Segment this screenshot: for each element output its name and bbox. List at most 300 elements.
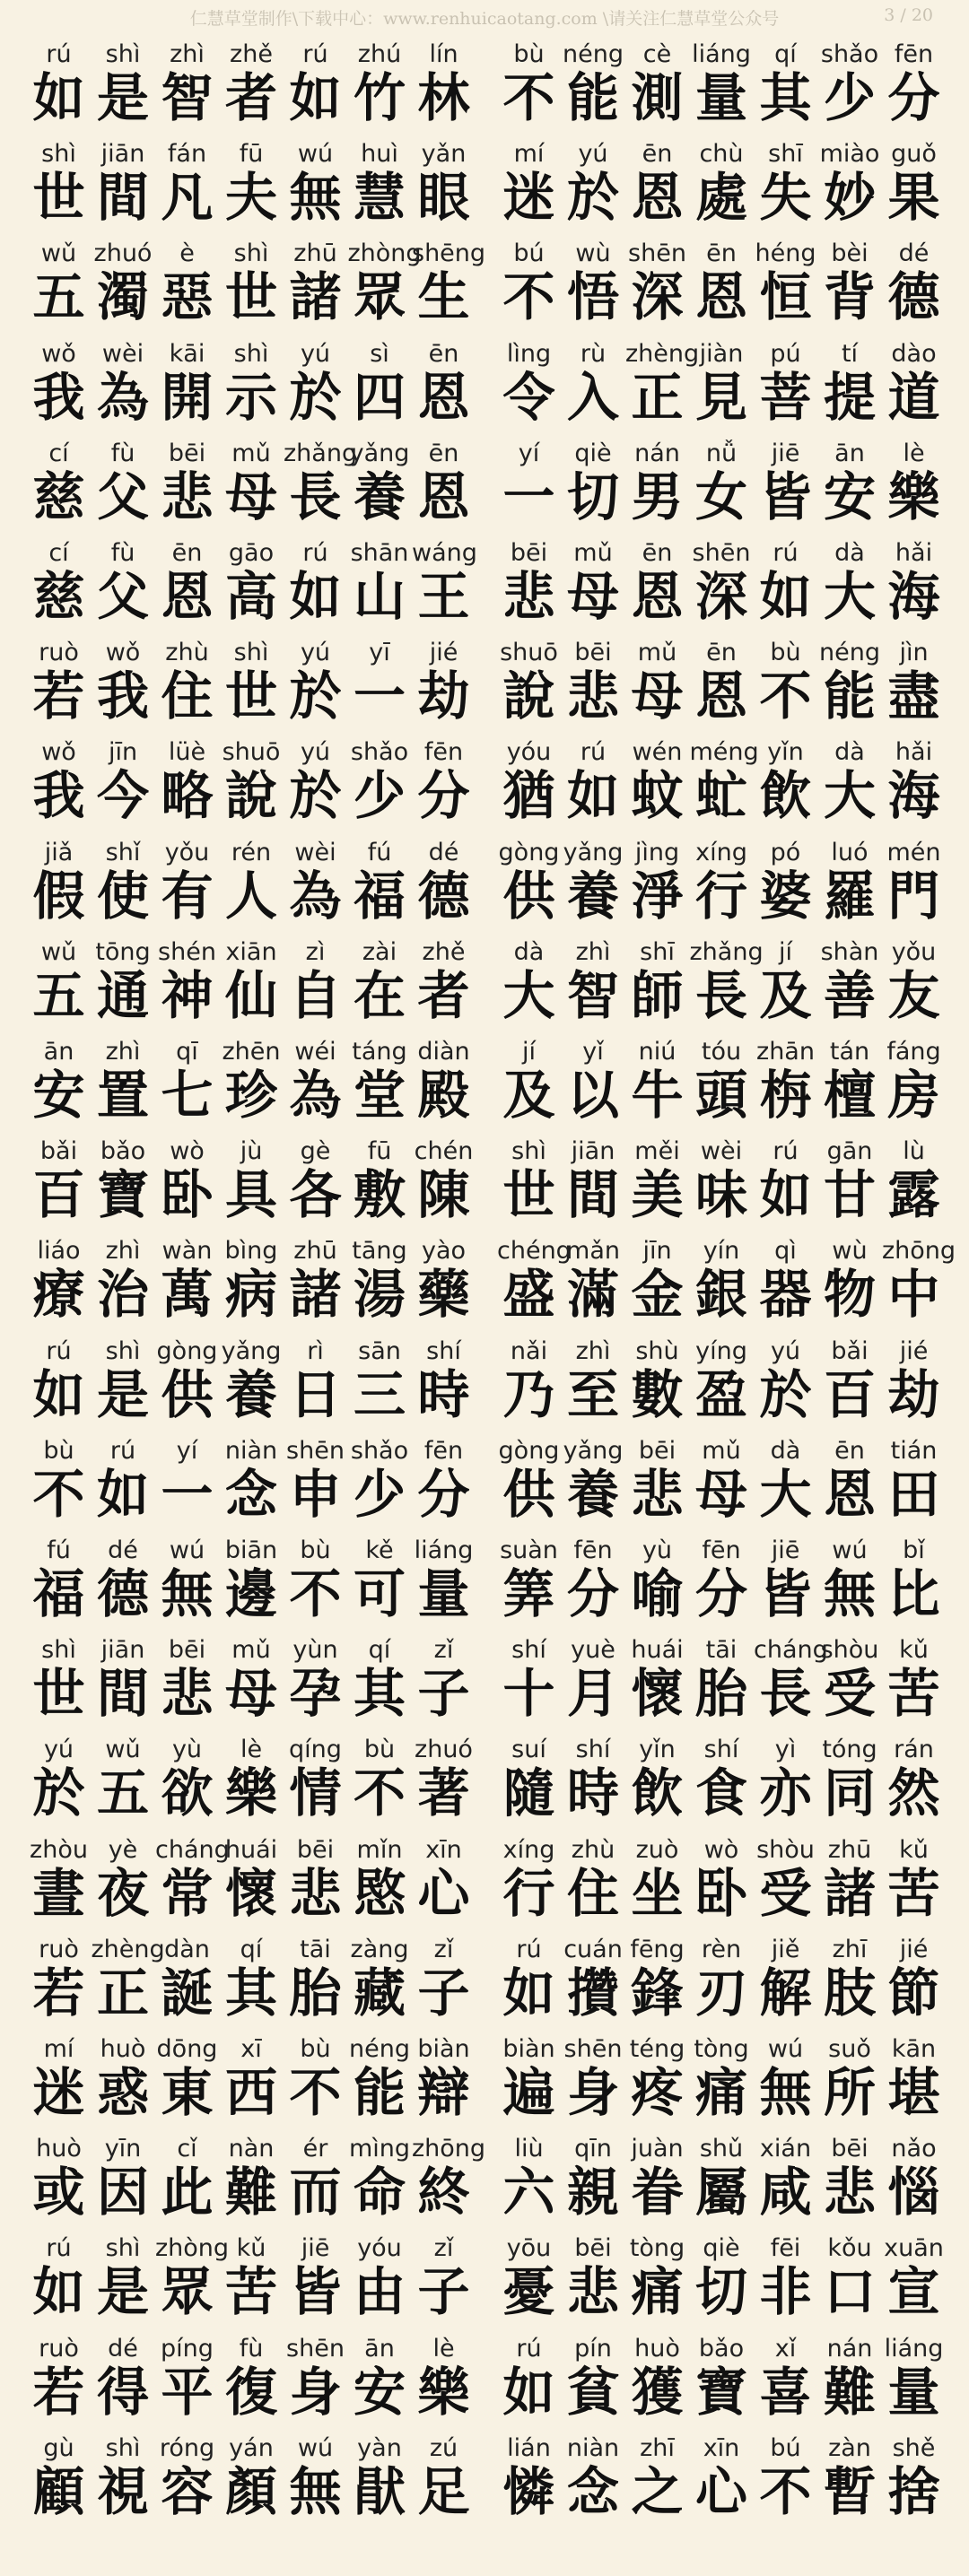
chinese-character: 一: [353, 666, 406, 727]
pinyin-syllable: mǔ: [702, 1436, 741, 1465]
pinyin-syllable: shàn: [820, 937, 879, 966]
chinese-character: 隨: [502, 1762, 555, 1824]
chinese-character: 能: [566, 67, 619, 128]
pinyin-syllable: lè: [903, 439, 925, 467]
pinyin-syllable: mǎn: [566, 1237, 620, 1266]
pinyin-syllable: cè: [642, 40, 672, 68]
chinese-character: 長: [694, 964, 747, 1026]
pinyin-syllable: tán: [829, 1038, 870, 1066]
chinese-character: 如: [502, 1962, 555, 2023]
character-line: [27, 2462, 476, 2525]
pinyin-syllable: tāi: [705, 1636, 738, 1665]
pinyin-syllable: lìng: [506, 339, 552, 368]
pinyin-syllable: fù: [110, 539, 135, 567]
pinyin-syllable: zhuó: [415, 1736, 473, 1764]
verse-line: [0, 834, 969, 934]
verse-phrase-right: [497, 1033, 946, 1133]
chinese-character: 自: [289, 964, 342, 1026]
chinese-character: 露: [887, 1164, 940, 1226]
pinyin-syllable: hǎi: [895, 539, 933, 567]
pinyin-syllable: shì: [105, 1336, 141, 1365]
pinyin-syllable: pó: [770, 838, 801, 866]
character-line: [27, 966, 476, 1029]
chinese-character: 時: [417, 1363, 470, 1425]
chinese-character: 諸: [289, 266, 342, 328]
chinese-character: 或: [32, 2162, 85, 2224]
pinyin-syllable: dà: [770, 1436, 801, 1465]
pinyin-syllable: qíng: [289, 1736, 342, 1764]
chinese-character: 正: [96, 1962, 149, 2023]
pinyin-syllable: yǎn: [421, 140, 467, 169]
pinyin-syllable: jìng: [634, 838, 680, 866]
pinyin-line: [497, 2134, 946, 2164]
chinese-character: 檀: [823, 1065, 876, 1126]
character-line: [497, 567, 946, 630]
verse-line: [0, 1033, 969, 1133]
pinyin-syllable: jù: [240, 1137, 263, 1166]
chinese-character: 德: [96, 1563, 149, 1624]
pinyin-syllable: zhǎng: [284, 439, 358, 467]
character-line: [27, 2063, 476, 2126]
pinyin-syllable: suàn: [500, 1536, 558, 1564]
verse-phrase-left: [27, 2130, 486, 2230]
pinyin-syllable: suǒ: [828, 2035, 871, 2063]
chinese-character: 住: [161, 666, 214, 727]
chinese-character: 如: [289, 67, 342, 128]
pinyin-syllable: bù: [770, 639, 801, 667]
character-line: [27, 1465, 476, 1527]
pinyin-syllable: zhì: [105, 1237, 141, 1266]
pinyin-syllable: suí: [511, 1736, 546, 1764]
chinese-character: 為: [96, 366, 149, 428]
chinese-character: 妙: [823, 167, 876, 229]
pinyin-syllable: bēi: [831, 2135, 869, 2163]
chinese-character: 者: [417, 964, 470, 1026]
pinyin-syllable: shén: [158, 937, 216, 966]
verse-line: [0, 934, 969, 1033]
chinese-character: 母: [694, 1463, 747, 1525]
pinyin-line: [27, 39, 476, 70]
chinese-character: 恩: [161, 566, 214, 627]
character-line: [27, 1365, 476, 1428]
pinyin-syllable: zhū: [293, 1237, 337, 1266]
verse-line: [0, 1133, 969, 1232]
pinyin-syllable: shí: [511, 1636, 546, 1665]
pinyin-syllable: dàn: [164, 1935, 210, 1963]
character-line: [497, 467, 946, 530]
pinyin-syllable: shǎo: [350, 738, 409, 767]
chinese-character: 慧: [353, 167, 406, 229]
chinese-character: 敷: [353, 1164, 406, 1226]
character-line: [497, 1365, 946, 1428]
pinyin-syllable: lè: [432, 2334, 455, 2363]
chinese-character: 皆: [289, 2261, 342, 2323]
character-line: [497, 68, 946, 131]
pinyin-syllable: róng: [159, 2433, 215, 2462]
chinese-character: 顏: [224, 2460, 277, 2522]
pinyin-syllable: yí: [518, 439, 540, 467]
verse-phrase-right: [497, 1232, 956, 1332]
pinyin-syllable: biàn: [502, 2035, 555, 2063]
pinyin-syllable: bù: [43, 1436, 74, 1465]
pinyin-syllable: shēn: [286, 2334, 345, 2363]
chinese-character: 其: [353, 1663, 406, 1725]
pinyin-syllable: jiàn: [699, 339, 744, 368]
pinyin-syllable: zhī: [832, 1935, 868, 1963]
chinese-character: 卧: [694, 1862, 747, 1924]
character-line: [27, 1864, 476, 1927]
verse-line: [0, 335, 969, 435]
pinyin-syllable: jīn: [108, 738, 138, 767]
pinyin-syllable: jiē: [771, 439, 800, 467]
pinyin-syllable: ēn: [706, 239, 737, 268]
chinese-character: 悲: [502, 566, 555, 627]
chinese-character: 四: [353, 366, 406, 428]
pinyin-syllable: mǔ: [231, 1636, 271, 1665]
chinese-character: 測: [631, 67, 684, 128]
verse-phrase-left: [27, 934, 476, 1033]
character-line: [27, 1963, 476, 2026]
pinyin-line: [497, 1336, 946, 1367]
character-line: [497, 1265, 946, 1327]
pinyin-syllable: zǐ: [433, 2234, 454, 2263]
chinese-character: 分: [417, 765, 470, 827]
pinyin-syllable: téng: [629, 2035, 685, 2063]
chinese-character: 如: [759, 1164, 812, 1226]
chinese-character: 世: [224, 666, 277, 727]
pinyin-syllable: néng: [819, 639, 880, 667]
pinyin-syllable: rèn: [701, 1935, 742, 1963]
pinyin-line: [27, 1436, 476, 1466]
chinese-character: 寶: [694, 2361, 747, 2423]
pinyin-syllable: bú: [770, 2433, 801, 2462]
verse-line: [0, 2430, 969, 2529]
pinyin-syllable: xīn: [703, 2433, 740, 2462]
pinyin-syllable: jiē: [771, 1536, 800, 1564]
pinyin-syllable: huái: [224, 1835, 278, 1864]
pinyin-syllable: shēng: [412, 239, 486, 268]
pinyin-syllable: zhě: [422, 937, 466, 966]
verse-phrase-right: [497, 335, 946, 435]
pinyin-syllable: wèi: [700, 1137, 743, 1166]
pinyin-syllable: wǔ: [40, 937, 77, 966]
chinese-character: 頭: [694, 1065, 747, 1126]
pinyin-syllable: bù: [363, 1736, 396, 1764]
pinyin-syllable: zài: [362, 937, 397, 966]
pinyin-syllable: qiè: [574, 439, 612, 467]
pinyin-syllable: zhòng: [155, 2234, 230, 2263]
chinese-character: 坐: [631, 1862, 684, 1924]
pinyin-syllable: huò: [634, 2334, 680, 2363]
pinyin-syllable: jí: [778, 937, 792, 966]
verse-line: [0, 1532, 969, 1632]
pinyin-syllable: gān: [826, 1137, 873, 1166]
pinyin-syllable: píng: [161, 2334, 214, 2363]
chinese-character: 六: [502, 2162, 555, 2224]
chinese-character: 母: [224, 1663, 277, 1725]
chinese-character: 無: [289, 167, 342, 229]
chinese-character: 切: [566, 466, 619, 527]
verse-line: [0, 1832, 969, 1931]
pinyin-syllable: lè: [240, 1736, 263, 1764]
chinese-character: 示: [224, 366, 277, 428]
pinyin-syllable: fēn: [894, 40, 934, 68]
pinyin-syllable: wù: [832, 1237, 868, 1266]
chinese-character: 養: [353, 466, 406, 527]
pinyin-syllable: bìng: [224, 1237, 278, 1266]
pinyin-line: [497, 2433, 946, 2464]
chinese-character: 背: [823, 266, 876, 328]
pinyin-line: [497, 139, 946, 170]
pinyin-syllable: shēn: [563, 2035, 623, 2063]
chinese-character: 仙: [224, 964, 277, 1026]
chinese-character: 味: [694, 1164, 747, 1226]
pinyin-syllable: zhú: [357, 40, 402, 68]
pinyin-syllable: wèi: [294, 838, 336, 866]
pinyin-syllable: ēn: [428, 339, 459, 368]
pinyin-syllable: fū: [367, 1137, 392, 1166]
pinyin-syllable: biān: [224, 1536, 278, 1564]
pinyin-syllable: bǎi: [831, 1336, 869, 1365]
chinese-character: 母: [566, 566, 619, 627]
pinyin-syllable: yóu: [357, 2234, 402, 2263]
pinyin-line: [497, 1935, 946, 1965]
chinese-character: 德: [417, 865, 470, 927]
character-line: [497, 666, 946, 729]
chinese-character: 樂: [887, 466, 940, 527]
chinese-character: 攢: [566, 1962, 619, 2023]
pinyin-line: [27, 937, 476, 968]
chinese-character: 山: [353, 566, 406, 627]
pinyin-line: [497, 638, 946, 668]
chinese-character: 獲: [631, 2361, 684, 2423]
chinese-character: 若: [32, 666, 85, 727]
chinese-character: 王: [417, 566, 470, 627]
pinyin-syllable: táng: [352, 1038, 407, 1066]
verse-phrase-right: [497, 934, 946, 1033]
pinyin-syllable: cí: [48, 439, 69, 467]
pinyin-line: [27, 2233, 476, 2264]
verse-phrase-left: [27, 834, 476, 934]
pinyin-line: [27, 139, 476, 170]
verse-phrase-right: [497, 2130, 946, 2230]
chinese-character: 間: [96, 167, 149, 229]
pinyin-line: [27, 1735, 476, 1765]
pinyin-syllable: shuō: [500, 639, 558, 667]
chinese-character: 盡: [887, 666, 940, 727]
character-line: [27, 866, 476, 929]
pinyin-syllable: shòu: [756, 1835, 815, 1864]
pinyin-syllable: shēn: [628, 239, 686, 268]
pinyin-syllable: kǔ: [899, 1636, 929, 1665]
pinyin-syllable: tóng: [822, 1736, 877, 1764]
pinyin-syllable: zhòng: [347, 239, 422, 268]
chinese-character: 諸: [823, 1862, 876, 1924]
chinese-character: 為: [289, 1065, 342, 1126]
chinese-character: 說: [502, 666, 555, 727]
chinese-character: 藥: [417, 1264, 470, 1326]
pinyin-syllable: xǐ: [774, 2334, 797, 2363]
pinyin-syllable: yōu: [506, 2234, 552, 2263]
chinese-character: 如: [289, 566, 342, 627]
chinese-character: 孕: [289, 1663, 342, 1725]
verse-phrase-right: [497, 1432, 946, 1532]
character-line: [27, 2163, 476, 2225]
pinyin-syllable: zhuó: [93, 239, 153, 268]
pinyin-syllable: yǒu: [891, 937, 937, 966]
pinyin-syllable: ruò: [39, 1935, 79, 1963]
chinese-character: 刃: [694, 1962, 747, 2023]
pinyin-syllable: shì: [233, 239, 269, 268]
chinese-character: 十: [502, 1663, 555, 1725]
chinese-character: 喜: [759, 2361, 812, 2423]
pinyin-syllable: fù: [239, 2334, 264, 2363]
verse-phrase-left: [27, 1232, 476, 1332]
chinese-character: 苦: [887, 1663, 940, 1725]
chinese-character: 不: [502, 67, 555, 128]
chinese-character: 果: [887, 167, 940, 229]
pinyin-syllable: mìng: [348, 2135, 411, 2163]
pinyin-syllable: huò: [36, 2135, 82, 2163]
chinese-character: 夫: [224, 167, 277, 229]
pinyin-syllable: liù: [514, 2135, 544, 2163]
pinyin-line: [27, 239, 486, 269]
chinese-character: 五: [32, 964, 85, 1026]
chinese-character: 身: [566, 2062, 619, 2123]
pinyin-syllable: shì: [233, 639, 269, 667]
verse-phrase-right: [497, 1832, 946, 1931]
verse-phrase-left: [27, 1731, 476, 1831]
character-line: [497, 2163, 946, 2225]
character-line: [497, 866, 946, 929]
pinyin-syllable: zhōng: [882, 1237, 956, 1266]
chinese-character: 痛: [694, 2062, 747, 2123]
chinese-character: 因: [96, 2162, 149, 2224]
chinese-character: 東: [161, 2062, 214, 2123]
chinese-character: 苦: [224, 2261, 277, 2323]
pinyin-syllable: wǔ: [40, 239, 77, 268]
pinyin-syllable: liáng: [692, 40, 751, 68]
pinyin-syllable: kǔ: [236, 2234, 266, 2263]
pinyin-syllable: jīn: [642, 1237, 672, 1266]
pinyin-syllable: zǐ: [433, 1636, 454, 1665]
chinese-character: 珍: [224, 1065, 277, 1126]
chinese-character: 猒: [353, 2460, 406, 2522]
pinyin-syllable: shēn: [692, 539, 751, 567]
pinyin-line: [497, 2334, 946, 2364]
pinyin-syllable: tāi: [300, 1935, 331, 1963]
pinyin-syllable: zhù: [165, 639, 209, 667]
pinyin-syllable: yào: [421, 1237, 467, 1266]
pinyin-line: [27, 1536, 476, 1566]
pinyin-line: [497, 2034, 946, 2065]
pinyin-syllable: bēi: [638, 1436, 677, 1465]
pinyin-syllable: bǎo: [100, 1137, 146, 1166]
verse-phrase-right: [497, 435, 946, 535]
chinese-character: 夜: [96, 1862, 149, 1924]
chinese-character: 能: [353, 2062, 406, 2123]
pinyin-line: [27, 737, 476, 768]
chinese-character: 量: [417, 1563, 470, 1624]
pinyin-syllable: wáng: [412, 539, 477, 567]
chinese-character: 憐: [502, 2460, 555, 2522]
chinese-character: 情: [289, 1762, 342, 1824]
pinyin-syllable: mǐn: [356, 1835, 403, 1864]
pinyin-syllable: xuān: [884, 2234, 944, 2263]
verse-phrase-right: [497, 1632, 946, 1731]
chinese-character: 房: [887, 1065, 940, 1126]
chinese-character: 時: [566, 1762, 619, 1824]
chinese-character: 及: [759, 964, 812, 1026]
verse-phrase-left: [27, 1832, 476, 1931]
chinese-character: 悟: [566, 266, 619, 328]
chinese-character: 美: [631, 1164, 684, 1226]
chinese-character: 盛: [502, 1264, 555, 1326]
chinese-character: 劫: [887, 1363, 940, 1425]
pinyin-syllable: ēn: [428, 439, 459, 467]
chinese-character: 無: [161, 1563, 214, 1624]
source-watermark: 仁慧草堂制作\下载中心：www.renhuicaotang.com \请关注仁慧草堂公众号: [189, 9, 780, 29]
chinese-character: 量: [694, 67, 747, 128]
pinyin-syllable: bēi: [296, 1835, 335, 1864]
pinyin-syllable: ruò: [39, 639, 79, 667]
chinese-character: 命: [353, 2162, 406, 2224]
chinese-character: 終: [417, 2162, 470, 2224]
chinese-character: 通: [96, 964, 149, 1026]
chinese-character: 善: [823, 964, 876, 1026]
pinyin-syllable: niàn: [224, 1436, 278, 1465]
pinyin-syllable: zhī: [640, 2433, 675, 2462]
pinyin-syllable: gè: [300, 1137, 331, 1166]
chinese-character: 念: [566, 2460, 619, 2522]
pinyin-line: [497, 1635, 946, 1666]
chinese-character: 不: [289, 2062, 342, 2123]
pinyin-syllable: rú: [302, 40, 328, 68]
verse-phrase-left: [27, 135, 476, 235]
verse-line: [0, 2130, 969, 2230]
verse-phrase-right: [497, 2230, 946, 2329]
pinyin-line: [497, 1436, 946, 1466]
chinese-character: 西: [224, 2062, 277, 2123]
pinyin-syllable: shí: [426, 1336, 461, 1365]
page-number: 3 / 20: [884, 5, 933, 25]
pinyin-syllable: fù: [110, 439, 135, 467]
verse-line: [0, 135, 969, 235]
chinese-character: 百: [823, 1363, 876, 1425]
pinyin-syllable: chén: [414, 1137, 474, 1166]
chinese-character: 遍: [502, 2062, 555, 2123]
chinese-character: 悲: [289, 1862, 342, 1924]
chinese-character: 令: [502, 366, 555, 428]
pinyin-syllable: bú: [513, 239, 545, 268]
verse-phrase-left: [27, 634, 476, 734]
pinyin-syllable: rú: [516, 1935, 542, 1963]
chinese-character: 若: [32, 2361, 85, 2423]
pinyin-syllable: yè: [108, 1835, 138, 1864]
chinese-character: 德: [887, 266, 940, 328]
chinese-character: 者: [224, 67, 277, 128]
verse-phrase-left: [27, 535, 476, 634]
pinyin-line: [27, 838, 476, 868]
pinyin-syllable: nǎi: [510, 1336, 548, 1365]
chinese-character: 是: [96, 67, 149, 128]
pinyin-syllable: shòu: [820, 1636, 879, 1665]
chinese-character: 女: [694, 466, 747, 527]
verse-phrase-right: [497, 135, 946, 235]
chinese-character: 懷: [631, 1663, 684, 1725]
verse-line: [0, 235, 969, 335]
chinese-character: 卧: [161, 1164, 214, 1226]
